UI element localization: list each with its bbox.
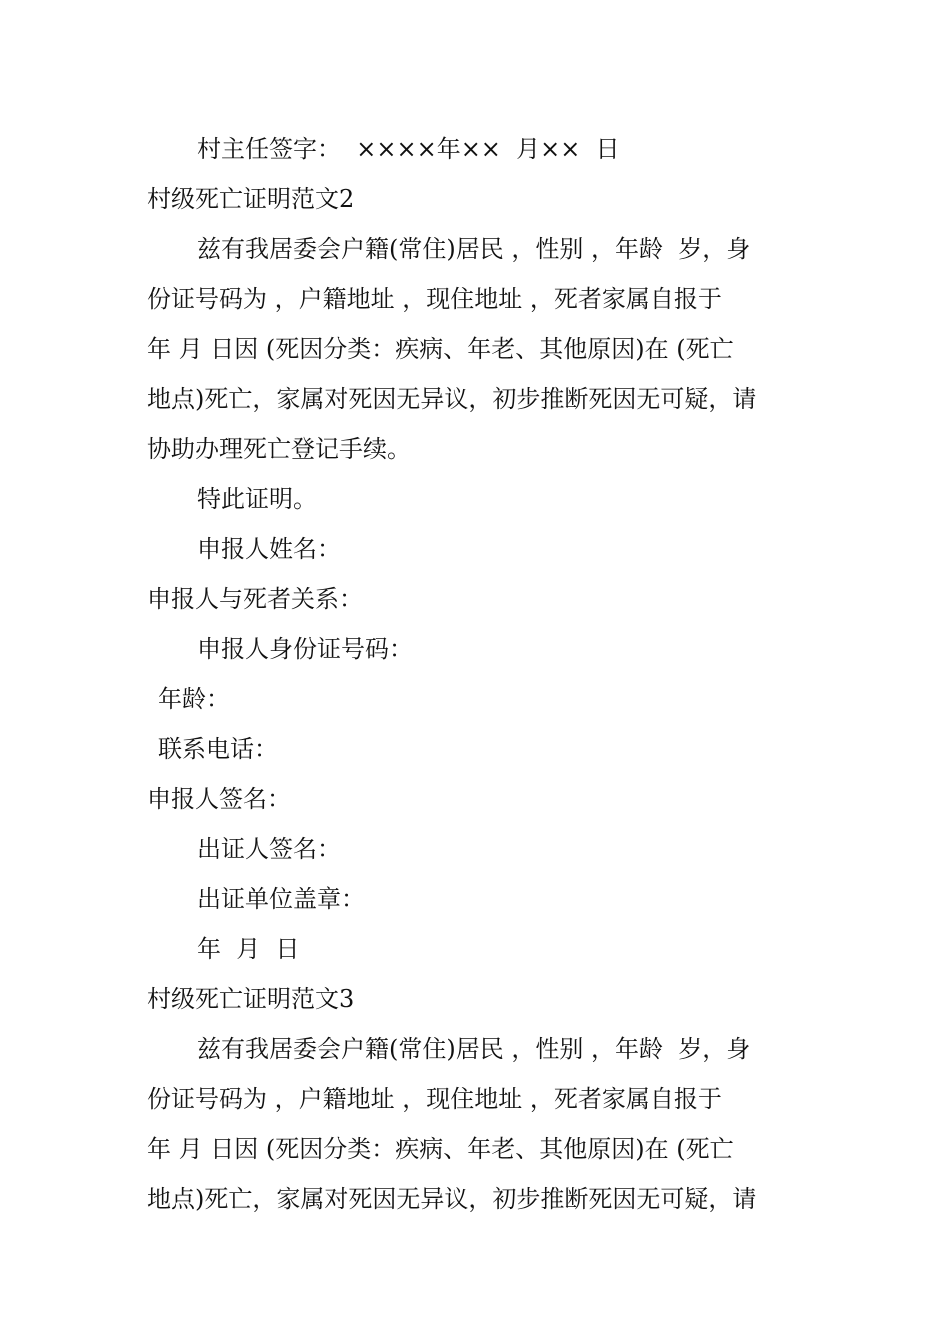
date-field: 年 月 日: [197, 935, 300, 963]
sample2-heading: 村级死亡证明范文2: [147, 185, 355, 213]
issuer-signature-field: 出证人签名：: [197, 835, 341, 863]
sample2-body-line-4: 地点)死亡，家属对死因无异议，初步推断死因无可疑，请: [147, 385, 757, 413]
sample2-body-line-3: 年 月 日因 (死因分类：疾病、年老、其他原因)在 (死亡: [147, 335, 734, 363]
applicant-id-field: 申报人身份证号码：: [197, 635, 413, 663]
certify-text: 特此证明。: [197, 485, 317, 513]
applicant-name-field: 申报人姓名：: [197, 535, 341, 563]
sample3-body-line-3: 年 月 日因 (死因分类：疾病、年老、其他原因)在 (死亡: [147, 1135, 734, 1163]
issuer-seal-field: 出证单位盖章：: [197, 885, 365, 913]
sample3-body-line-4: 地点)死亡，家属对死因无异议，初步推断死因无可疑，请: [147, 1185, 757, 1213]
sample3-heading: 村级死亡证明范文3: [147, 985, 355, 1013]
applicant-signature-field: 申报人签名：: [147, 785, 291, 813]
sample2-body-line-1: 兹有我居委会户籍(常住)居民 ，性别 ，年龄 岁，身: [197, 235, 751, 263]
sample2-body-line-5: 协助办理死亡登记手续。: [147, 435, 411, 463]
sample3-body-line-1: 兹有我居委会户籍(常住)居民 ，性别 ，年龄 岁，身: [197, 1035, 751, 1063]
sample2-body-line-2: 份证号码为 ，户籍地址 ，现住地址 ，死者家属自报于: [147, 285, 722, 313]
relation-field: 申报人与死者关系：: [147, 585, 363, 613]
age-field: 年龄：: [158, 685, 230, 713]
sample3-body-line-2: 份证号码为 ，户籍地址 ，现住地址 ，死者家属自报于: [147, 1085, 722, 1113]
phone-field: 联系电话：: [158, 735, 278, 763]
village-head-signature-line: 村主任签字： ××××年×× 月×× 日: [197, 135, 620, 163]
